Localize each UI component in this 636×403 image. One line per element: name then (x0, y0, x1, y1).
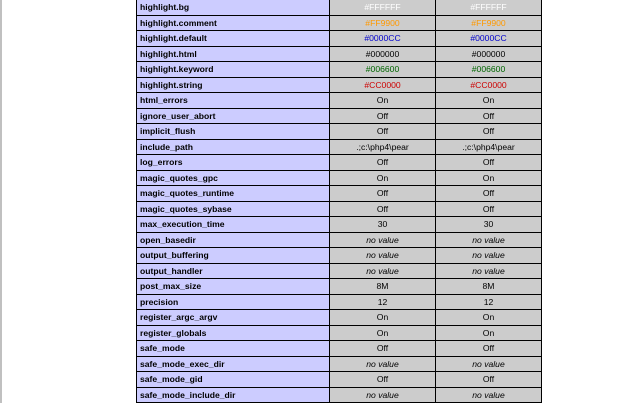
directive-name: highlight.comment (137, 16, 329, 31)
local-value: 8M (330, 279, 435, 294)
master-value: Off (436, 341, 541, 356)
master-value: 8M (436, 279, 541, 294)
local-value: Off (330, 372, 435, 387)
local-value: no value (330, 357, 435, 372)
table-row (137, 186, 541, 201)
master-value: no value (436, 357, 541, 372)
directive-name: register_globals (137, 326, 329, 341)
table-row (137, 171, 541, 186)
directive-name: highlight.bg (137, 0, 329, 15)
master-value: #FF9900 (436, 16, 541, 31)
master-value: #0000CC (436, 31, 541, 46)
local-value: On (330, 171, 435, 186)
php-config-table (136, 0, 542, 403)
directive-name: highlight.default (137, 31, 329, 46)
master-value: 12 (436, 295, 541, 310)
directive-name: magic_quotes_runtime (137, 186, 329, 201)
table-row (137, 47, 541, 62)
local-value: #FFFFFF (330, 0, 435, 15)
table-row (137, 217, 541, 232)
table-row (137, 279, 541, 294)
local-value: #006600 (330, 62, 435, 77)
directive-name: safe_mode_include_dir (137, 388, 329, 403)
table-row (137, 326, 541, 341)
directive-name: implicit_flush (137, 124, 329, 139)
table-row (137, 0, 541, 15)
master-value: Off (436, 124, 541, 139)
master-value: Off (436, 109, 541, 124)
master-value: Off (436, 372, 541, 387)
local-value: no value (330, 388, 435, 403)
master-value: On (436, 310, 541, 325)
table-row (137, 341, 541, 356)
table-row (137, 16, 541, 31)
local-value: 12 (330, 295, 435, 310)
directive-name: magic_quotes_gpc (137, 171, 329, 186)
table-row (137, 264, 541, 279)
master-value: #CC0000 (436, 78, 541, 93)
directive-name: safe_mode_exec_dir (137, 357, 329, 372)
directive-name: register_argc_argv (137, 310, 329, 325)
local-value: no value (330, 248, 435, 263)
directive-name: precision (137, 295, 329, 310)
master-value: Off (436, 155, 541, 170)
local-value: On (330, 93, 435, 108)
table-row (137, 124, 541, 139)
master-value: 30 (436, 217, 541, 232)
table-row (137, 93, 541, 108)
local-value: Off (330, 124, 435, 139)
local-value: no value (330, 233, 435, 248)
master-value: #000000 (436, 47, 541, 62)
master-value: .;c:\php4\pear (436, 140, 541, 155)
directive-name: safe_mode_gid (137, 372, 329, 387)
master-value: On (436, 171, 541, 186)
directive-name: output_handler (137, 264, 329, 279)
table-row (137, 233, 541, 248)
master-value: #006600 (436, 62, 541, 77)
local-value: #CC0000 (330, 78, 435, 93)
directive-name: include_path (137, 140, 329, 155)
directive-name: max_execution_time (137, 217, 329, 232)
local-value: #000000 (330, 47, 435, 62)
local-value: Off (330, 202, 435, 217)
table-row (137, 78, 541, 93)
table-row (137, 202, 541, 217)
table-row (137, 372, 541, 387)
master-value: no value (436, 388, 541, 403)
directive-name: ignore_user_abort (137, 109, 329, 124)
directive-name: open_basedir (137, 233, 329, 248)
local-value: Off (330, 109, 435, 124)
table-row (137, 155, 541, 170)
directive-name: post_max_size (137, 279, 329, 294)
local-value: Off (330, 186, 435, 201)
local-value: On (330, 326, 435, 341)
local-value: Off (330, 341, 435, 356)
master-value: no value (436, 248, 541, 263)
table-row (137, 62, 541, 77)
local-value: 30 (330, 217, 435, 232)
directive-name: html_errors (137, 93, 329, 108)
directive-name: output_buffering (137, 248, 329, 263)
table-row (137, 295, 541, 310)
directive-name: highlight.keyword (137, 62, 329, 77)
master-value: On (436, 326, 541, 341)
master-value: On (436, 93, 541, 108)
local-value: .;c:\php4\pear (330, 140, 435, 155)
local-value: Off (330, 155, 435, 170)
table-row (137, 310, 541, 325)
master-value: #FFFFFF (436, 0, 541, 15)
directive-name: safe_mode (137, 341, 329, 356)
directive-name: magic_quotes_sybase (137, 202, 329, 217)
local-value: #0000CC (330, 31, 435, 46)
local-value: On (330, 310, 435, 325)
directive-name: highlight.html (137, 47, 329, 62)
master-value: no value (436, 233, 541, 248)
master-value: no value (436, 264, 541, 279)
directive-name: log_errors (137, 155, 329, 170)
window-left-edge (0, 0, 2, 403)
table-row (137, 388, 541, 403)
local-value: #FF9900 (330, 16, 435, 31)
table-row (137, 357, 541, 372)
table-row (137, 109, 541, 124)
master-value: Off (436, 202, 541, 217)
table-row (137, 248, 541, 263)
table-row (137, 140, 541, 155)
local-value: no value (330, 264, 435, 279)
master-value: Off (436, 186, 541, 201)
config-table-body (137, 0, 541, 402)
table-row (137, 31, 541, 46)
directive-name: highlight.string (137, 78, 329, 93)
